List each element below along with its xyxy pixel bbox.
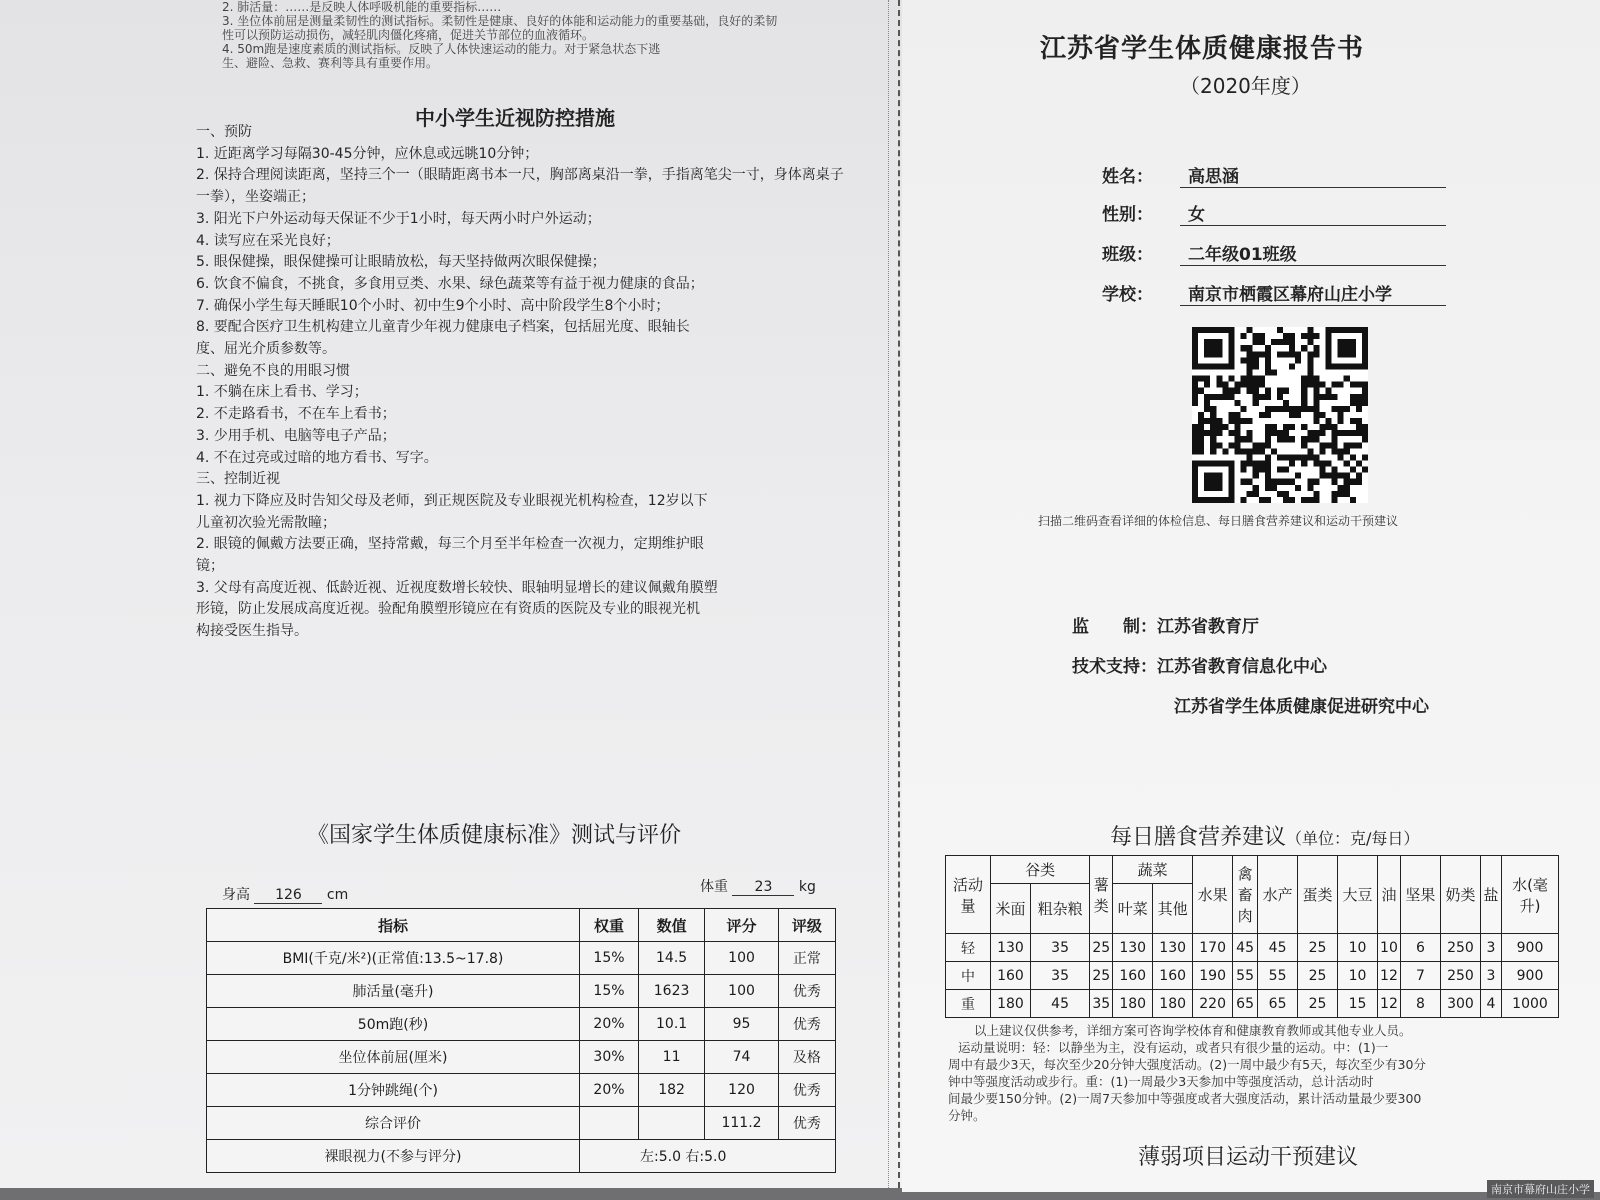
table-row [207, 942, 836, 975]
myopia-title: 中小学生近视防控措施 [415, 106, 615, 130]
cell: 65 [1258, 990, 1298, 1018]
col-subheader: 其他 [1153, 884, 1193, 934]
activity-level-cell: 轻 [946, 934, 991, 962]
cell: 1623 [638, 975, 704, 1008]
info-value: 女 [1180, 200, 1446, 226]
tech-line-2: 江苏省学生体质健康促进研究中心 [1174, 697, 1429, 717]
table-row [946, 990, 1559, 1018]
cell: 182 [638, 1074, 704, 1107]
cell [580, 1107, 639, 1140]
diet-unit: （单位：克/每日） [1286, 829, 1420, 848]
cell: 10.1 [638, 1008, 704, 1041]
cell: 1分钟跳绳(个) [207, 1074, 580, 1107]
report-year: （2020年度） [1180, 74, 1311, 98]
cell: 300 [1440, 990, 1480, 1018]
cell: 20% [580, 1008, 639, 1041]
info-value: 高思涵 [1180, 162, 1446, 188]
cell: 30% [580, 1041, 639, 1074]
activity-level-cell: 重 [946, 990, 991, 1018]
col-subheader: 叶菜 [1113, 884, 1153, 934]
col-header: 权重 [580, 909, 639, 942]
measure-line: 三、控制近视 [196, 471, 280, 488]
cell: 25 [1298, 934, 1338, 962]
col-header: 评级 [778, 909, 835, 942]
note-line: 钟中等强度活动或步行。重：(1)一周最少3天参加中等强度活动，总计活动时 [948, 1074, 1374, 1089]
diet-table [945, 855, 1559, 1018]
cell: 10 [1338, 962, 1378, 990]
diet-title [1110, 820, 1419, 851]
table-header-row [946, 856, 1559, 884]
fold-line [898, 0, 900, 1188]
measure-line: 4. 读写应在采光良好； [196, 232, 340, 249]
cell: 15 [1338, 990, 1378, 1018]
cell: 正常 [778, 942, 835, 975]
cell: 20% [580, 1074, 639, 1107]
watermark: 南京市幕府山庄小学 [1487, 1180, 1594, 1198]
cell: 4 [1481, 990, 1502, 1018]
col-header: 奶类 [1440, 856, 1480, 934]
cell: 12 [1377, 990, 1400, 1018]
col-header: 评分 [705, 909, 779, 942]
cell: 130 [1113, 934, 1153, 962]
measure-line: 一拳），坐姿端正； [196, 189, 315, 206]
measure-line: 4. 不在过亮或过暗的地方看书、写字。 [196, 449, 438, 466]
cell: 160 [1113, 962, 1153, 990]
weak-items-title: 薄弱项目运动干预建议 [1138, 1145, 1359, 1170]
col-subheader: 粗杂粮 [1030, 884, 1089, 934]
col-header: 蔬菜 [1113, 856, 1193, 884]
cell: 45 [1030, 990, 1089, 1018]
cell: 7 [1400, 962, 1440, 990]
myopia-measures [196, 122, 886, 643]
measure-line: 2. 保持合理阅读距离，坚持三个一（眼睛距离书本一尺，胸部离桌沿一拳，手指离笔尖一寸，身体离桌子 [196, 167, 844, 184]
cell: 优秀 [778, 1008, 835, 1041]
info-label: 学校： [1102, 285, 1153, 305]
cell: 45 [1233, 934, 1258, 962]
info-label: 性别： [1102, 205, 1153, 225]
cell: 25 [1090, 934, 1113, 962]
qr-code-icon[interactable] [1192, 327, 1368, 503]
cell: 25 [1298, 990, 1338, 1018]
cell: 250 [1440, 962, 1480, 990]
note-line: 周中有最少3天，每次至少20分钟大强度活动。(2)一周中最少有5天，每次至少有30分 [948, 1057, 1426, 1072]
measure-line: 7. 确保小学生每天睡眠10个小时、初中生9个小时、高中阶段学生8个小时； [196, 297, 670, 314]
cell: BMI(千克/米²)(正常值:13.5~17.8) [207, 942, 580, 975]
info-gender [1102, 200, 1446, 226]
measure-line: 3. 少用手机、电脑等电子产品； [196, 427, 396, 444]
cell: 45 [1258, 934, 1298, 962]
info-value: 二年级01班级 [1180, 240, 1446, 266]
table-row [207, 1041, 836, 1074]
cell: 15% [580, 942, 639, 975]
col-header: 水果 [1193, 856, 1233, 934]
measure-line: 1. 近距离学习每隔30-45分钟，应休息或远眺10分钟； [196, 145, 539, 162]
cell: 左:5.0 右:5.0 [580, 1140, 836, 1173]
col-header: 指标 [207, 909, 580, 942]
diet-notes [948, 1022, 1568, 1124]
cell: 55 [1258, 962, 1298, 990]
weight-label: 体重 [700, 879, 728, 895]
qr-note: 扫描二维码查看详细的体检信息、每日膳食营养建议和运动干预建议 [1038, 514, 1399, 528]
col-header: 水产 [1258, 856, 1298, 934]
measure-line: 6. 饮食不偏食，不挑食，多食用豆类、水果、绿色蔬菜等有益于视力健康的食品； [196, 275, 704, 292]
cell: 250 [1440, 934, 1480, 962]
col-header: 活动量 [946, 856, 991, 934]
info-class [1102, 240, 1446, 266]
cell: 65 [1233, 990, 1258, 1018]
col-header: 大豆 [1338, 856, 1378, 934]
measure-line: 一、预防 [196, 124, 252, 140]
intro-text [222, 0, 902, 70]
measure-line: 1. 不躺在床上看书、学习； [196, 384, 368, 401]
supervisor-line [1072, 612, 1259, 637]
cell: 160 [991, 962, 1031, 990]
info-school [1102, 280, 1446, 306]
measure-line: 2. 不走路看书，不在车上看书； [196, 406, 396, 423]
table-row [207, 1140, 836, 1173]
cell: 12 [1377, 962, 1400, 990]
cell: 35 [1030, 962, 1089, 990]
info-value: 南京市栖霞区幕府山庄小学 [1180, 280, 1446, 306]
col-header: 禽畜肉 [1233, 856, 1258, 934]
info-label: 姓名： [1102, 167, 1153, 187]
intro-line: 4. 50m跑是速度素质的测试指标。反映了人体快速运动的能力。对于紧急状态下逃 [222, 42, 661, 56]
cell: 优秀 [778, 1074, 835, 1107]
cell: 1000 [1502, 990, 1559, 1018]
table-header-row [207, 909, 836, 942]
cell: 15% [580, 975, 639, 1008]
height-field [222, 884, 348, 904]
cell: 肺活量(毫升) [207, 975, 580, 1008]
cell: 3 [1481, 962, 1502, 990]
table-row [207, 975, 836, 1008]
weight-unit: kg [798, 879, 816, 895]
table-row [207, 1107, 836, 1140]
col-header: 薯类 [1090, 856, 1113, 934]
cell: 及格 [778, 1041, 835, 1074]
measure-line: 构接受医生指导。 [196, 623, 308, 640]
standard-title: 《国家学生体质健康标准》测试与评价 [307, 823, 682, 848]
cell: 130 [1153, 934, 1193, 962]
measure-line: 形镜，防止发展成高度近视。验配角膜塑形镜应在有资质的医院及专业的眼视光机 [196, 601, 700, 618]
info-label: 班级： [1102, 245, 1153, 265]
note-line: 分钟。 [948, 1108, 986, 1123]
cell: 14.5 [638, 942, 704, 975]
measure-line: 二、避免不良的用眼习惯 [196, 362, 350, 379]
cell: 100 [705, 975, 779, 1008]
intro-line: 2. 肺活量：……是反映人体呼吸机能的重要指标…… [222, 0, 502, 14]
measure-line: 8. 要配合医疗卫生机构建立儿童青少年视力健康电子档案，包括屈光度、眼轴长 [196, 319, 690, 336]
cell: 10 [1338, 934, 1378, 962]
cell: 优秀 [778, 1107, 835, 1140]
fold-line [888, 0, 889, 1188]
col-header: 盐 [1481, 856, 1502, 934]
table-row [207, 1008, 836, 1041]
cell: 900 [1502, 962, 1559, 990]
cell: 35 [1030, 934, 1089, 962]
cell: 111.2 [705, 1107, 779, 1140]
col-header: 水(毫升) [1502, 856, 1559, 934]
col-header: 谷类 [991, 856, 1090, 884]
weight-value: 23 [732, 879, 794, 896]
cell: 裸眼视力(不参与评分) [207, 1140, 580, 1173]
measure-line: 5. 眼保健操，眼保健操可让眼睛放松，每天坚持做两次眼保健操； [196, 254, 606, 271]
measure-line: 3. 阳光下户外运动每天保证不少于1小时，每天两小时户外运动； [196, 210, 601, 227]
measure-line: 1. 视力下降应及时告知父母及老师，到正规医院及专业眼视光机构检查，12岁以下 [196, 492, 708, 509]
intro-line: 3. 坐位体前屈是测量柔韧性的测试指标。柔韧性是健康、良好的体能和运动能力的重要基础，良好的柔韧 [222, 14, 778, 28]
cell: 190 [1193, 962, 1233, 990]
cell: 900 [1502, 934, 1559, 962]
cell: 35 [1090, 990, 1113, 1018]
note-line: 间最少要150分钟。(2)一周7天参加中等强度或者大强度活动，累计活动量最少要300 [948, 1091, 1422, 1106]
activity-level-cell: 中 [946, 962, 991, 990]
cell: 综合评价 [207, 1107, 580, 1140]
height-value: 126 [254, 887, 322, 904]
note-line: 运动量说明：轻：以静坐为主，没有运动，或者只有很少量的运动。中：(1)一 [958, 1040, 1389, 1055]
cell: 160 [1153, 962, 1193, 990]
cell: 95 [705, 1008, 779, 1041]
cell: 100 [705, 942, 779, 975]
measure-line: 3. 父母有高度近视、低龄近视、近视度数增长较快、眼轴明显增长的建议佩戴角膜塑 [196, 579, 718, 596]
measure-line: 2. 眼镜的佩戴方法要正确，坚持常戴，每三个月至半年检查一次视力，定期维护眼 [196, 536, 704, 553]
col-header: 油 [1377, 856, 1400, 934]
cell: 74 [705, 1041, 779, 1074]
cell: 坐位体前屈(厘米) [207, 1041, 580, 1074]
cell: 25 [1090, 962, 1113, 990]
supervisor-label: 监 制： [1072, 617, 1157, 637]
height-unit: cm [326, 887, 349, 903]
cell: 25 [1298, 962, 1338, 990]
cell: 120 [705, 1074, 779, 1107]
cell [638, 1107, 704, 1140]
cell: 55 [1233, 962, 1258, 990]
cell: 130 [991, 934, 1031, 962]
intro-line: 生、避险、急救、赛利等具有重要作用。 [222, 56, 439, 70]
tech-label: 技术支持： [1072, 657, 1157, 677]
fitness-table [206, 908, 836, 1173]
cell: 优秀 [778, 975, 835, 1008]
cell: 180 [1153, 990, 1193, 1018]
info-name [1102, 162, 1446, 188]
table-row [946, 934, 1559, 962]
cell: 180 [1113, 990, 1153, 1018]
cell: 11 [638, 1041, 704, 1074]
report-title: 江苏省学生体质健康报告书 [1040, 34, 1365, 64]
cell: 8 [1400, 990, 1440, 1018]
weight-field [700, 876, 816, 896]
table-row [207, 1074, 836, 1107]
cell: 50m跑(秒) [207, 1008, 580, 1041]
measure-line: 度、屈光介质参数等。 [196, 341, 336, 358]
cell: 180 [991, 990, 1031, 1018]
tech-value: 江苏省教育信息化中心 [1157, 657, 1327, 677]
tech-line [1072, 652, 1327, 677]
height-label: 身高 [222, 887, 250, 903]
col-header: 数值 [638, 909, 704, 942]
col-header: 蛋类 [1298, 856, 1338, 934]
diet-title-text: 每日膳食营养建议 [1110, 825, 1287, 850]
cell: 220 [1193, 990, 1233, 1018]
measure-line: 镜； [196, 558, 224, 575]
cell: 3 [1481, 934, 1502, 962]
intro-line: 性可以预防运动损伤，减轻肌肉僵化疼痛，促进关节部位的血液循环。 [222, 28, 595, 42]
col-header: 坚果 [1400, 856, 1440, 934]
note-line: 以上建议仅供参考，详细方案可咨询学校体育和健康教育教师或其他专业人员。 [974, 1023, 1412, 1038]
measure-line: 儿童初次验光需散瞳； [196, 514, 336, 531]
cell: 10 [1377, 934, 1400, 962]
cell: 6 [1400, 934, 1440, 962]
table-row [946, 962, 1559, 990]
cell: 170 [1193, 934, 1233, 962]
supervisor-value: 江苏省教育厅 [1157, 617, 1259, 637]
col-subheader: 米面 [991, 884, 1031, 934]
